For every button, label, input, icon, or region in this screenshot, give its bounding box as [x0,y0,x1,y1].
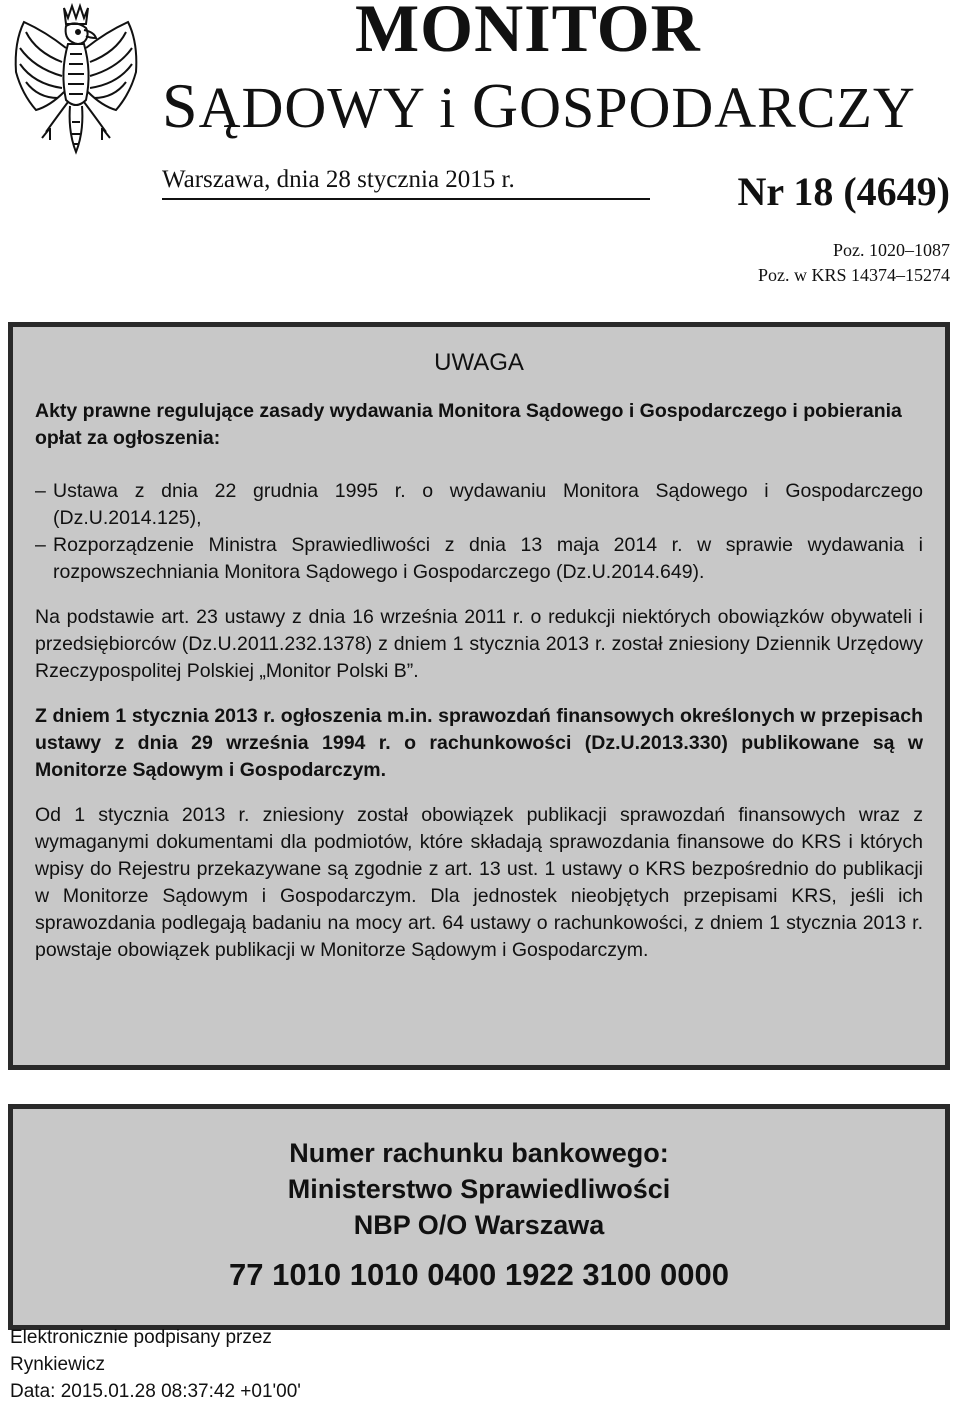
notice-paragraph-bold: Z dniem 1 stycznia 2013 r. ogłoszenia m.in. sprawozdań finansowych określonych w przepisach ustawy z dnia 29 września 1994 r. o rachunkowości (Dz.U.2013.330) publikowane są w Monitorze Sądowym i Gospodarczym. [35,705,923,781]
bank-account-box [8,1104,950,1330]
list-item-text: Rozporządzenie Ministra Sprawiedliwości z dnia 13 maja 2014 r. w sprawie wydawania i rozpowszechniania Monitora Sądowego i Gospodarczego (Dz.U.2014.649). [53,534,923,583]
notice-intro: Akty prawne regulujące zasady wydawania Monitora Sądowego i Gospodarczego i pobierania opłat za ogłoszenia: [35,400,902,449]
notice-heading: UWAGA [434,349,524,376]
bank-account-number: 77 1010 1010 0400 1922 3100 0000 [229,1257,729,1292]
signature-date: Data: 2015.01.28 08:37:42 +01'00' [10,1381,301,1402]
notice-paragraph: Na podstawie art. 23 ustawy z dnia 16 września 2011 r. o redukcji niektórych obowiązków obywateli i przedsiębiorców (Dz.U.2011.232.1378) z dniem 1 stycznia 2013 r. został zniesiony Dziennik Urzędowy Rzeczypospolitej Polskiej „Monitor Polski B”. [35,606,923,682]
krs-positions-range: Poz. w KRS 14374–15274 [757,265,950,285]
polish-eagle-emblem-icon [6,2,146,162]
issue-number: Nr 18 (4649) [737,169,950,214]
list-item: – Ustawa z dnia 22 grudnia 1995 r. o wydawaniu Monitora Sądowego i Gospodarczego (Dz.U.2014.125), [35,480,923,529]
list-item-text: Ustawa z dnia 22 grudnia 1995 r. o wydawaniu Monitora Sądowego i Gospodarczego (Dz.U.2014.125), [53,480,923,529]
bank-owner: Ministerstwo Sprawiedliwości [287,1174,671,1204]
list-item: – Rozporządzenie Ministra Sprawiedliwości z dnia 13 maja 2014 r. w sprawie wydawania i rozpowszechniania Monitora Sądowego i Gospodarczego (Dz.U.2014.649). [35,534,923,583]
notice-box [8,322,950,1070]
digital-signature [10,1324,301,1405]
publication-title: MONITOR [355,0,701,66]
notice-paragraph: Od 1 stycznia 2013 r. zniesiony został obowiązek publikacji sprawozdań finansowych wraz z wymaganymi dokumentami dla podmiotów, które składają sprawozdania finansowe do KRS i których wpisy do Rejestru przekazywane są zgodnie z art. 13 ust. 1 ustawy o KRS bezpośrednio do publikacji w Monitorze Sądowym i Gospodarczym. Dla jednostek nieobjętych przepisami KRS, jeśli ich sprawozdania podlegają badaniu na mocy art. 64 ustawy o rachunkowości, z dniem 1 stycznia 2013 r. powstaje obowiązek publikacji w Monitorze Sądowym i Gospodarczym. [35,804,923,961]
positions-range: Poz. 1020–1087 [833,240,950,260]
publication-subtitle: SĄDOWY i GOSPODARCZY [162,70,916,141]
bank-heading: Numer rachunku bankowego: [289,1138,669,1168]
signature-signer: Rynkiewicz [10,1354,106,1375]
issue-date: Warszawa, dnia 28 stycznia 2015 r. [162,166,650,200]
bank-branch: NBP O/O Warszawa [353,1210,605,1240]
signature-line: Elektronicznie podpisany przez [10,1327,272,1348]
